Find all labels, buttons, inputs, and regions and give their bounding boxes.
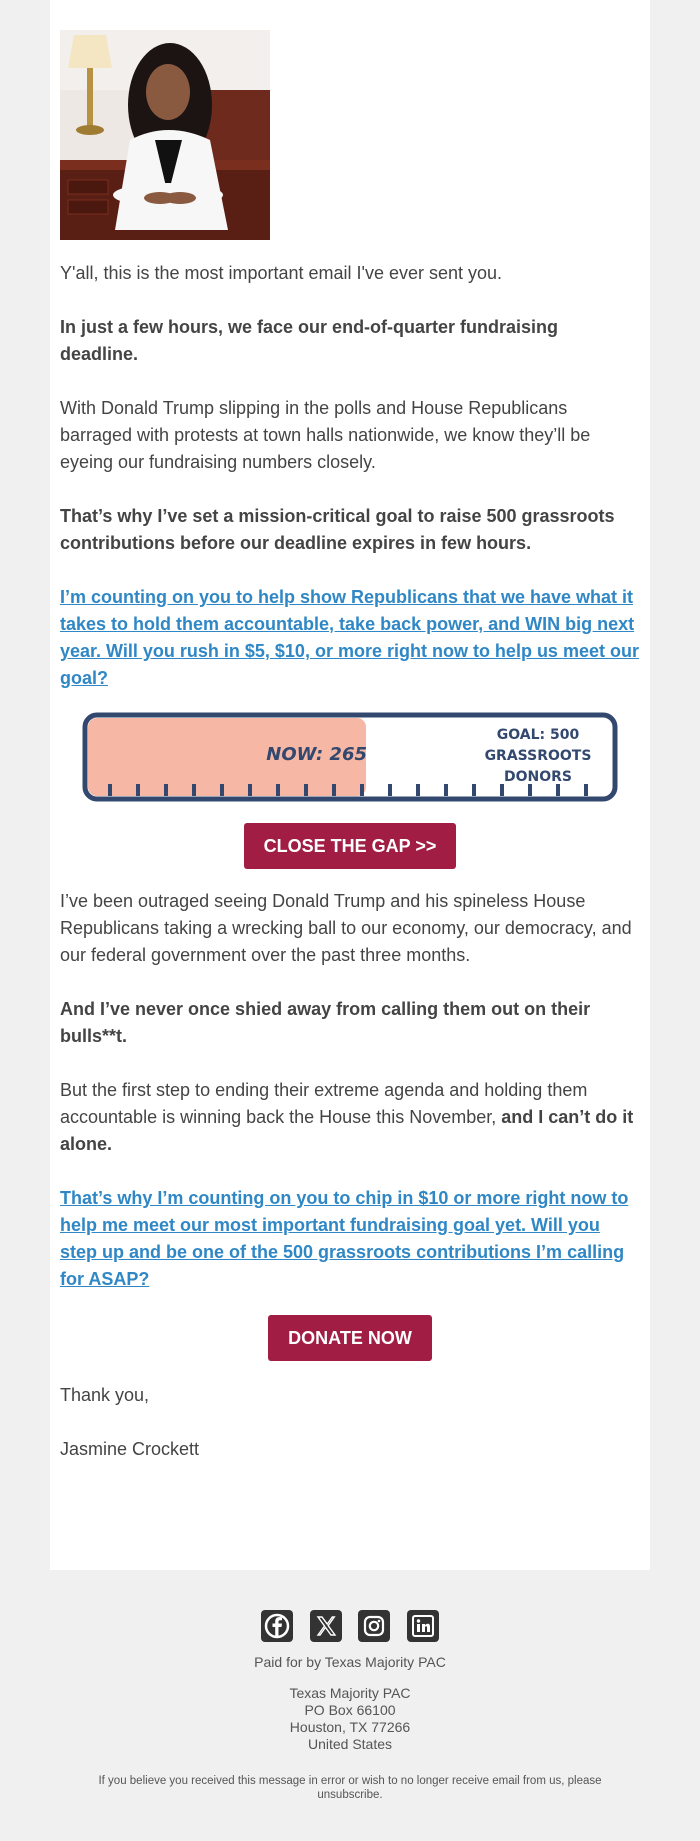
disclaimer-text: If you believe you received this message in error or wish to no longer receive email from us, please unsubscribe. — [98, 1775, 602, 1801]
intro-text: Y'all, this is the most important email I've ever sent you. — [60, 263, 503, 283]
donate-link-2[interactable]: That’s why I’m counting on you to chip in $10 or more right now to help me meet our most important fundraising goal yet. Will you step up and be one of the 500 grassroots contributions I’m calling for ASAP? — [60, 1188, 629, 1289]
fundraising-progress-meter — [82, 712, 618, 802]
address-line: Texas Majority PAC — [289, 1685, 411, 1701]
outrage-text: I’ve been outraged seeing Donald Trump and his spineless House Republicans taking a wrecking ball to our economy, our democracy, and our federal government over the past three months. — [60, 891, 632, 965]
ask-paragraph-2 — [60, 1185, 640, 1293]
signature: Jasmine Crockett — [60, 1439, 200, 1459]
goal-text: That’s why I’ve set a mission-critical goal to raise 500 grassroots contributions before our deadline expires in few hours. — [60, 506, 615, 553]
thanks-text: Thank you, — [60, 1385, 150, 1405]
unsubscribe-disclaimer — [80, 1774, 620, 1802]
x-icon[interactable] — [310, 1610, 342, 1642]
callout-text: And I’ve never once shied away from calling them out on their bulls**t. — [60, 999, 591, 1046]
first-step-text-part: But the first step to ending their extreme agenda and holding them accountable is winning back the House this November, — [60, 1080, 588, 1127]
progress-goal-line-3: DONORS — [503, 769, 573, 785]
address-line: United States — [307, 1736, 393, 1752]
donate-link-1[interactable]: I’m counting on you to help show Republicans that we have what it takes to hold them accountable, take back power, and WIN big next year. Will you rush in $5, $10, or more right now to help us meet our goal? — [60, 587, 639, 688]
address-line: Houston, TX 77266 — [289, 1719, 411, 1735]
linkedin-icon[interactable] — [407, 1610, 439, 1642]
address-line: PO Box 66100 — [304, 1702, 396, 1718]
social-links — [0, 1610, 700, 1642]
progress-goal-line-2: GRASSROOTS — [484, 748, 592, 764]
donate-now-button[interactable]: DONATE NOW — [268, 1315, 432, 1361]
progress-now-label: NOW: 265 — [266, 744, 367, 765]
deadline-text: In just a few hours, we face our end-of-quarter fundraising deadline. — [60, 317, 559, 364]
facebook-icon[interactable] — [261, 1610, 293, 1642]
mailing-address — [0, 1685, 700, 1753]
paid-for-text: Paid for by Texas Majority PAC — [254, 1654, 446, 1670]
context-text: With Donald Trump slipping in the polls and House Republicans barraged with protests at town halls nationwide, we know they’ll be eyeing our fundraising numbers closely. — [60, 398, 591, 472]
ask-paragraph-1 — [60, 584, 640, 692]
candidate-photo — [60, 30, 270, 240]
instagram-icon[interactable] — [358, 1610, 390, 1642]
first-step-text — [60, 1077, 640, 1158]
close-the-gap-button[interactable]: CLOSE THE GAP >> — [244, 823, 456, 869]
progress-goal-line-1: GOAL: 500 — [496, 727, 580, 743]
first-step-bold: and I can’t do it alone. — [60, 1107, 634, 1154]
